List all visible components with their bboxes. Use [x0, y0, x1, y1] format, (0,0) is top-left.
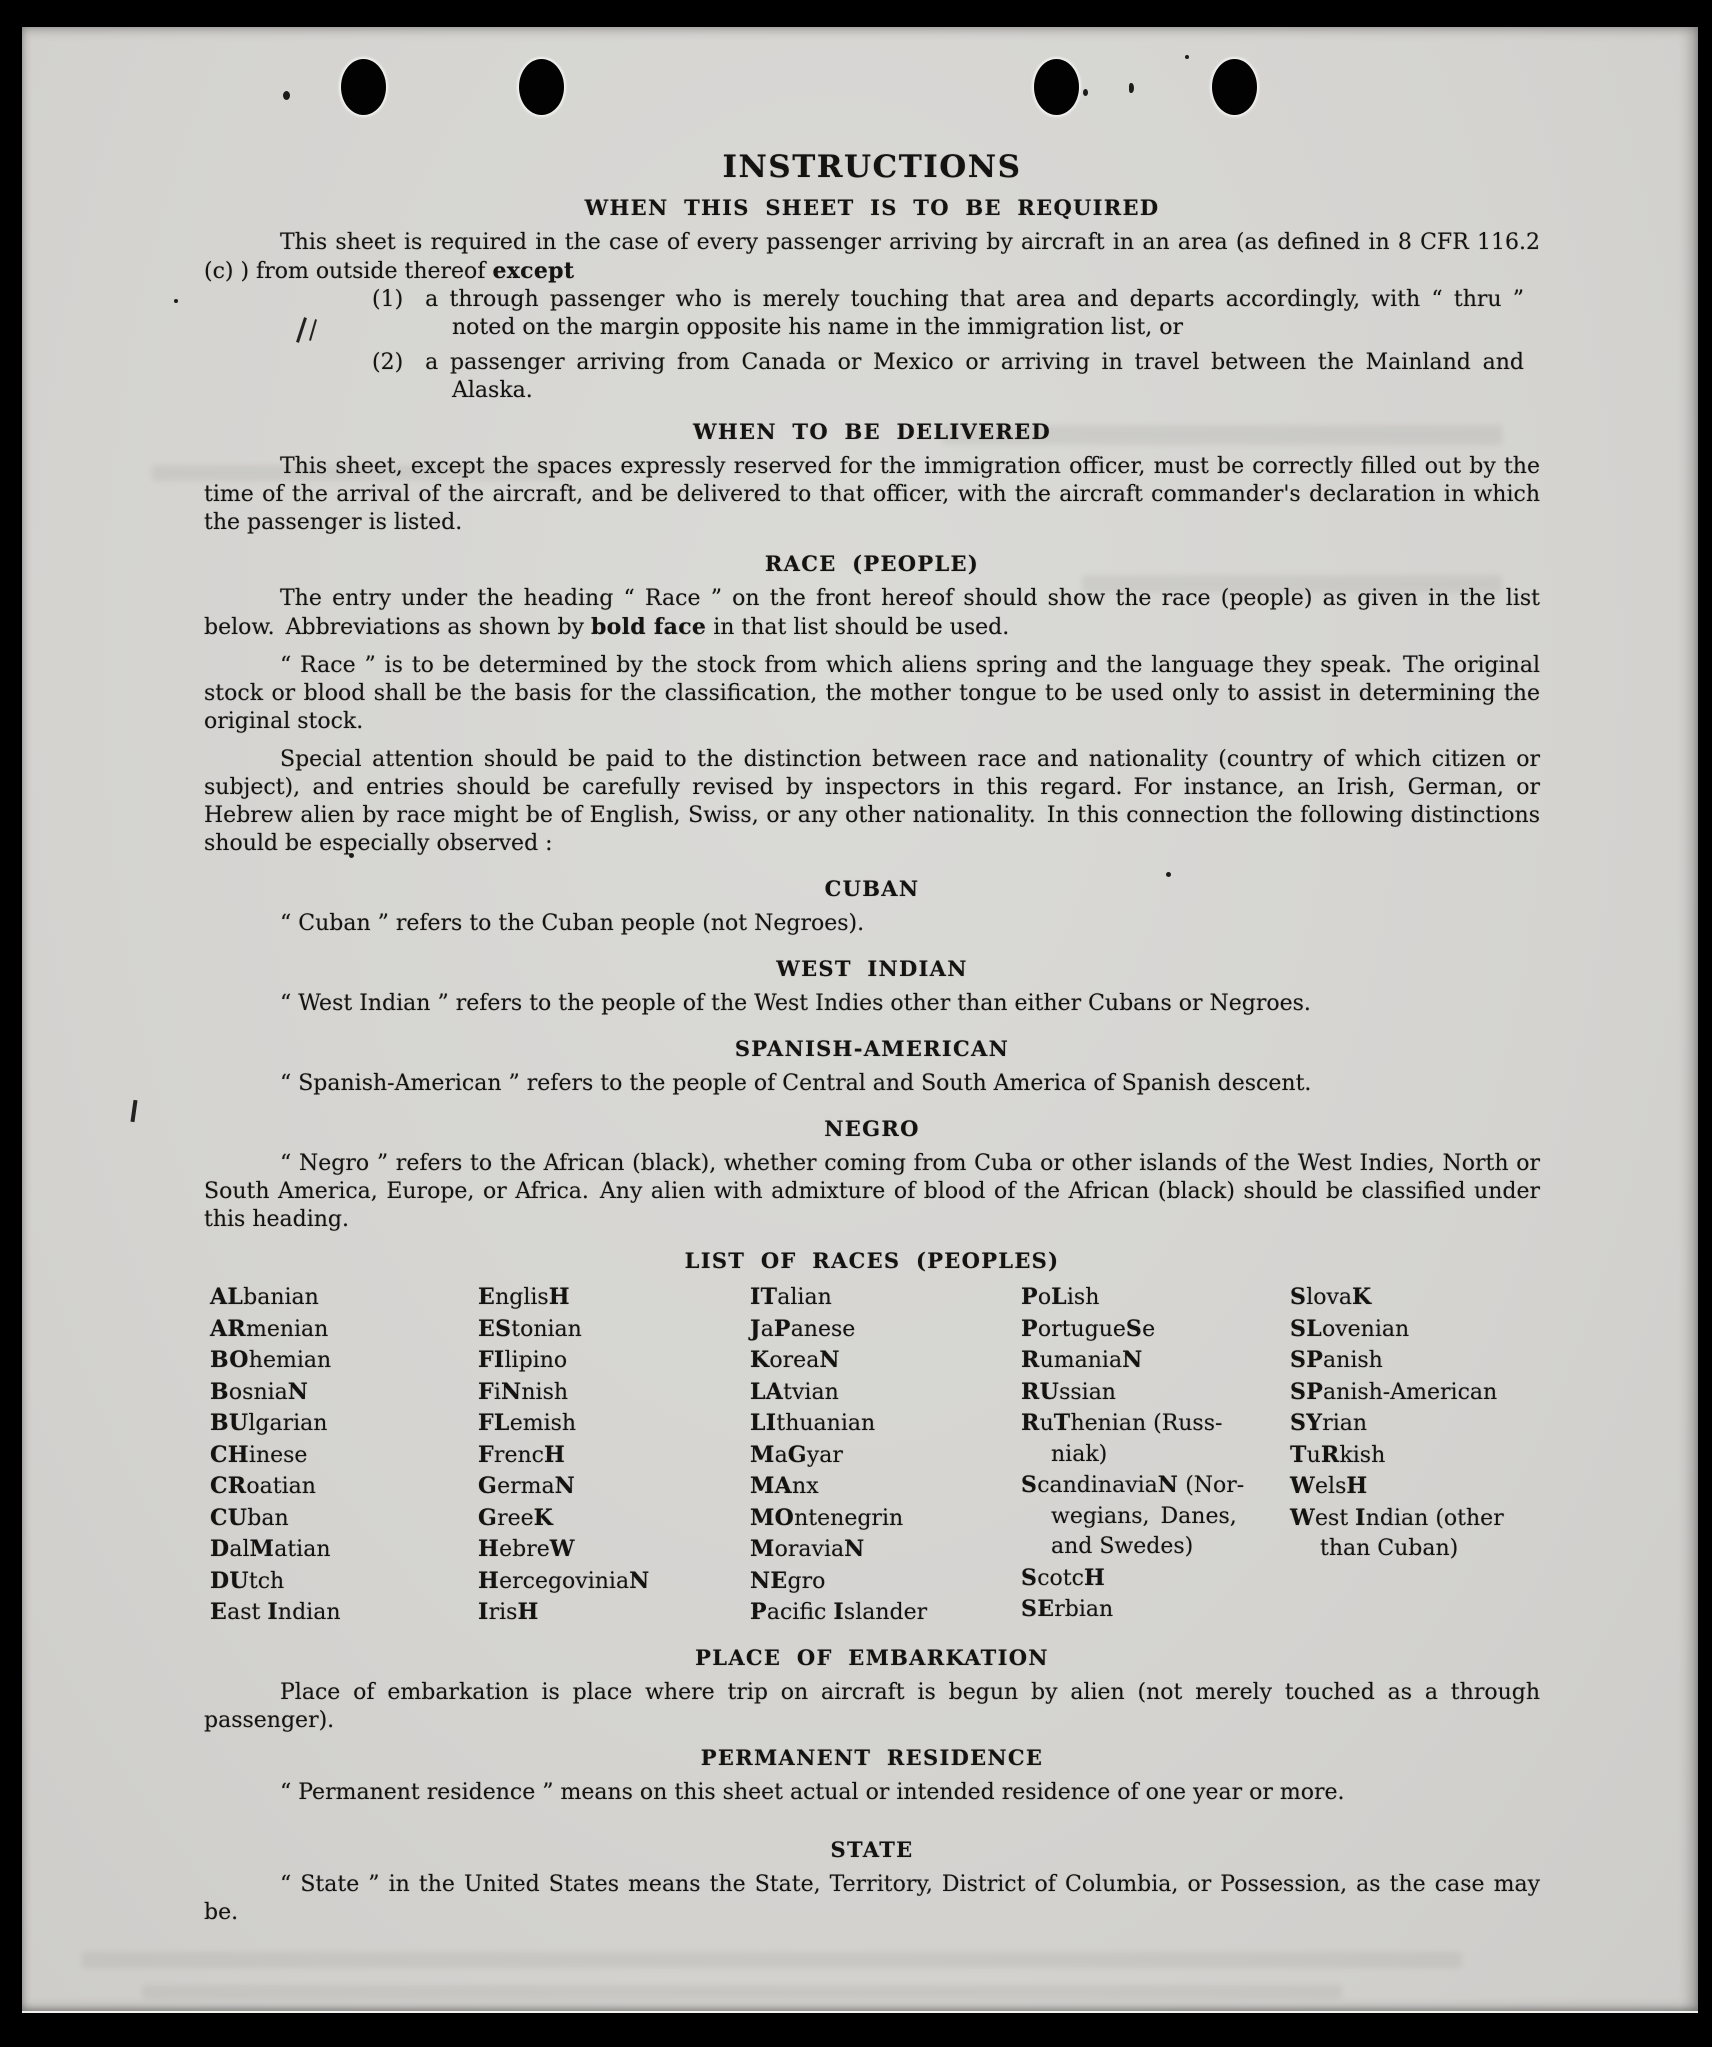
- race-item: LIthuanian: [750, 1410, 876, 1436]
- race-item: NEgro: [750, 1567, 826, 1594]
- section-heading-when-delivered: WHEN TO BE DELIVERED: [692, 419, 1051, 444]
- race-item: ITalian: [750, 1284, 832, 1310]
- race-item: BOhemian: [210, 1347, 332, 1373]
- race-item: ScandinaviaN (Nor- wegians, Danes, and Swedes): [1021, 1472, 1245, 1559]
- race-item: RuThenian (Russ- niak): [1021, 1410, 1223, 1467]
- section-heading-when-required: WHEN THIS SHEET IS TO BE REQUIRED: [584, 195, 1160, 220]
- paragraph-when-delivered: This sheet, except the spaces expressly reserved for the immigration officer, must be correctly filled out by the time of the arrival of the aircraft, and be delivered to that officer, with the aircraft commander's declaration in which the passenger is listed.: [204, 454, 1540, 535]
- races-column-4: [1021, 1282, 1290, 1629]
- race-item: Pacific Islander: [750, 1599, 928, 1625]
- page-title: INSTRUCTIONS: [722, 149, 1022, 185]
- race-item: IrisH: [478, 1599, 539, 1625]
- exception-item-1: (1) a through passenger who is merely touching that area and departs accordingly, with “ thru ” noted on the margin opposite his name in the immigration list, or: [372, 287, 1524, 340]
- race-item: LAtvian: [750, 1378, 839, 1405]
- races-list: [204, 1282, 1540, 1629]
- race-item: RumaniaN: [1021, 1347, 1143, 1373]
- race-item: FLemish: [478, 1410, 577, 1436]
- race-item: EnglisH: [478, 1284, 570, 1310]
- paragraph-spanish-american: “ Spanish-American ” refers to the people of Central and South America of Spanish descent.: [280, 1071, 1312, 1096]
- section-heading-negro: NEGRO: [824, 1116, 920, 1141]
- race-item: MoraviaN: [750, 1536, 865, 1562]
- race-item: DUtch: [210, 1567, 285, 1594]
- section-heading-spanish-american: SPANISH-AMERICAN: [734, 1036, 1010, 1061]
- races-column-3: [750, 1282, 1021, 1629]
- exception-item-2: (2) a passenger arriving from Canada or Mexico or arriving in travel between the Mainland and Alaska.: [372, 350, 1524, 403]
- paragraph-when-required: This sheet is required in the case of every passenger arriving by aircraft in an area (as defined in 8 CFR 116.2 (c) ) from outside thereof except: [204, 230, 1540, 284]
- race-item: RUssian: [1021, 1378, 1116, 1405]
- section-heading-race: RACE (PEOPLE): [764, 551, 980, 576]
- races-column-1: [210, 1282, 478, 1629]
- ink-speck: [174, 299, 178, 303]
- paragraph-race-2: “ Race ” is to be determined by the stock from which aliens spring and the language they speak. The original stock or blood shall be the basis for the classification, the mother tongue to be used only to assist in determining the original stock.: [204, 653, 1540, 734]
- race-item: DalMatian: [210, 1536, 331, 1562]
- paragraph-west-indian: “ West Indian ” refers to the people of the West Indies other than either Cubans or Negroes.: [280, 991, 1311, 1016]
- paragraph-race-3: Special attention should be paid to the distinction between race and nationality (country of which citizen or subject), and entries should be carefully revised by inspectors in this regard. For instance, an Irish, German, or Hebrew alien by race might be of English, Swiss, or any other nationality. In this connection the following distinctions should be especially observed :: [204, 747, 1540, 856]
- race-item: SPanish: [1290, 1347, 1383, 1373]
- race-item: WelsH: [1290, 1473, 1368, 1499]
- race-item: SYrian: [1290, 1410, 1368, 1436]
- race-item: EStonian: [478, 1315, 582, 1342]
- race-item: East Indian: [210, 1599, 341, 1625]
- section-heading-residence: PERMANENT RESIDENCE: [700, 1744, 1044, 1770]
- paragraph-residence: “ Permanent residence ” means on this sheet actual or intended residence of one year or more.: [280, 1779, 1345, 1805]
- race-item: BUlgarian: [210, 1410, 328, 1436]
- race-item: MaGyar: [750, 1441, 843, 1468]
- race-item: JaPanese: [750, 1315, 856, 1342]
- races-column-2: [478, 1282, 750, 1629]
- race-item: MAnx: [750, 1473, 819, 1499]
- race-item: FiNnish: [478, 1378, 569, 1405]
- race-item: BosniaN: [210, 1378, 309, 1405]
- race-item: West Indian (other than Cuban): [1290, 1504, 1504, 1561]
- race-item: FIlipino: [478, 1347, 568, 1373]
- paragraph-negro: “ Negro ” refers to the African (black), whether coming from Cuba or other islands of the West Indies, North or South America, Europe, or Africa. Any alien with admixture of blood of the African (black) should be classified under this heading.: [204, 1151, 1540, 1232]
- race-item: GreeK: [478, 1504, 554, 1531]
- paragraph-race-1: The entry under the heading “ Race ” on the front hereof should show the race (people) as given in the list below. Abbreviations as shown by bold face in that list should be used.: [204, 586, 1540, 640]
- margin-mark: [130, 1100, 137, 1122]
- race-item: MOntenegrin: [750, 1504, 904, 1531]
- exception-list: [372, 286, 1524, 405]
- paper-sheet: [22, 27, 1698, 2013]
- race-item: PortugueSe: [1021, 1315, 1156, 1342]
- section-heading-embarkation: PLACE OF EMBARKATION: [695, 1644, 1049, 1670]
- race-item: ScotcH: [1021, 1564, 1106, 1591]
- race-item: CRoatian: [210, 1473, 316, 1499]
- race-item: SLovenian: [1290, 1315, 1410, 1342]
- paragraph-cuban: “ Cuban ” refers to the Cuban people (not Negroes).: [280, 911, 865, 936]
- race-item: ARmenian: [210, 1315, 329, 1342]
- race-item: GermaN: [478, 1473, 576, 1499]
- bleed-through-smudge: [82, 1952, 1462, 1968]
- races-column-5: [1290, 1282, 1536, 1629]
- race-item: HercegoviniaN: [478, 1567, 650, 1594]
- section-heading-list-of-races: LIST OF RACES (PEOPLES): [684, 1248, 1060, 1273]
- race-item: FrencH: [478, 1441, 566, 1468]
- race-item: CUban: [210, 1504, 289, 1531]
- race-item: SlovaK: [1290, 1284, 1372, 1310]
- race-item: SErbian: [1021, 1596, 1114, 1622]
- section-heading-west-indian: WEST INDIAN: [776, 956, 968, 981]
- bleed-through-smudge: [142, 1985, 1342, 1999]
- race-item: TuRkish: [1290, 1441, 1386, 1468]
- race-item: CHinese: [210, 1441, 308, 1468]
- race-item: KoreaN: [750, 1347, 840, 1373]
- race-item: SPanish-American: [1290, 1378, 1498, 1405]
- race-item: ALbanian: [210, 1284, 319, 1310]
- document-content: [204, 27, 1540, 1927]
- section-heading-cuban: CUBAN: [824, 876, 920, 901]
- race-item: HebreW: [478, 1536, 575, 1562]
- paragraph-state: “ State ” in the United States means the State, Territory, District of Columbia, or Possession, as the case may be.: [204, 1871, 1540, 1925]
- section-heading-state: STATE: [830, 1836, 914, 1862]
- paragraph-embarkation: Place of embarkation is place where trip on aircraft is begun by alien (not merely touched as a through passenger).: [204, 1679, 1540, 1733]
- race-item: PoLish: [1021, 1284, 1100, 1310]
